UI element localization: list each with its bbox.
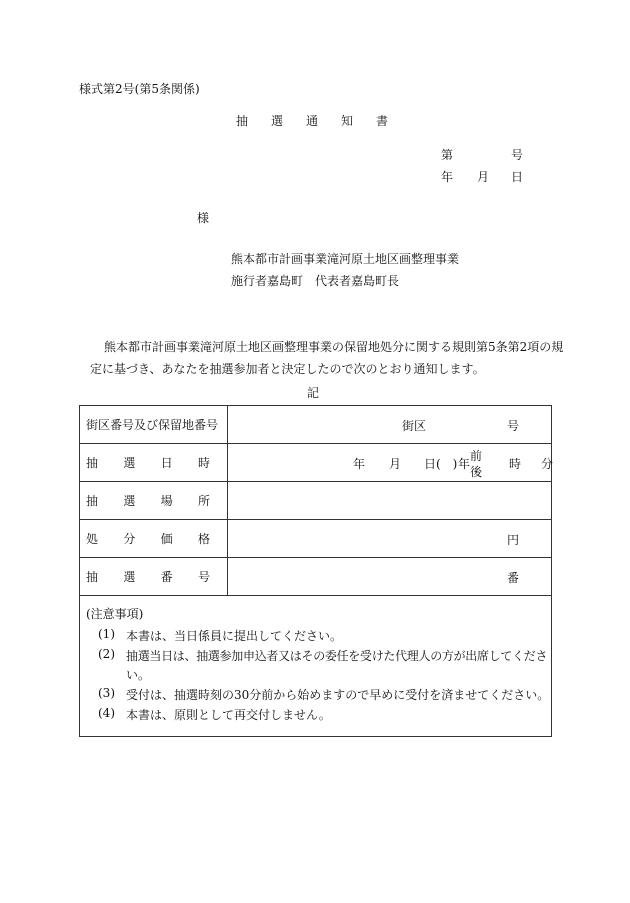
table-row	[80, 482, 552, 520]
note-number: (1)	[98, 627, 115, 641]
date-month: 月	[477, 170, 490, 184]
label-char: 格	[197, 532, 210, 546]
notes-box	[79, 595, 552, 737]
dt-month: 月	[389, 457, 402, 471]
title-char: 抽	[236, 114, 249, 128]
doc-number-prefix: 第	[441, 148, 454, 162]
label-char: 号	[197, 570, 210, 584]
issuer-project: 熊本都市計画事業滝河原土地区画整理事業	[231, 252, 460, 266]
note-text: 本書は、原則として再交付しません。	[126, 708, 331, 722]
dt-nen2: 年	[458, 457, 471, 471]
block-number-label: 号	[507, 419, 520, 433]
title-char: 選	[270, 114, 283, 128]
row-label-lot-number	[80, 558, 228, 596]
date-day: 日	[511, 170, 524, 184]
label-char: 時	[197, 456, 210, 470]
datetime-value	[228, 444, 552, 482]
form-reference: 様式第2号(第5条関係)	[79, 82, 200, 96]
label-char: 分	[123, 532, 136, 546]
note-text: 本書は、当日係員に提出してください。	[126, 629, 343, 643]
doc-number-suffix: 号	[511, 148, 524, 162]
row-label-price	[80, 520, 228, 558]
title-char: 通	[305, 114, 318, 128]
note-number: (3)	[98, 686, 115, 700]
document-title	[236, 112, 388, 129]
price-value	[228, 520, 552, 558]
note-text: 抽選当日は、抽選参加申込者又はその委任を受けた代理人の方が出席してくださ	[126, 649, 548, 663]
dt-minute: 分	[541, 457, 554, 471]
note-number: (4)	[98, 706, 115, 720]
label-char: 番	[160, 570, 173, 584]
addressee-suffix: 様	[197, 211, 210, 225]
label-char: 価	[160, 532, 173, 546]
dt-day: 日( )	[424, 457, 458, 471]
place-value	[228, 482, 552, 520]
price-unit: 円	[507, 533, 520, 547]
label-char: 所	[197, 494, 210, 508]
notes-heading: (注意事項)	[86, 607, 144, 621]
note-text-continued: い。	[126, 668, 151, 682]
dt-hour: 時	[509, 457, 522, 471]
dt-pm: 後	[470, 465, 483, 479]
label-char: 選	[123, 494, 136, 508]
label-char: 処	[86, 532, 99, 546]
block-lot-value	[228, 406, 552, 444]
dt-year: 年	[353, 457, 366, 471]
label-char: 抽	[86, 494, 99, 508]
issuer-operator: 施行者嘉島町 代表者嘉島町長	[231, 274, 400, 288]
table-row	[80, 558, 552, 596]
lot-unit: 番	[507, 571, 520, 585]
label-char: 選	[123, 456, 136, 470]
table-row	[80, 444, 552, 482]
label-char: 日	[160, 456, 173, 470]
body-line-2: 定に基づき、あなたを抽選参加者と決定したので次のとおり通知します。	[90, 362, 485, 376]
row-label-block-lot: 街区番号及び保留地番号	[80, 406, 228, 444]
ki-label: 記	[307, 386, 320, 400]
label-char: 選	[123, 570, 136, 584]
row-label-place	[80, 482, 228, 520]
lot-number-value	[228, 558, 552, 596]
body-line-1: 熊本都市計画事業滝河原土地区画整理事業の保留地処分に関する規則第5条第2項の規	[104, 340, 564, 354]
note-number: (2)	[98, 647, 115, 661]
label-char: 抽	[86, 570, 99, 584]
title-char: 書	[375, 114, 388, 128]
row-label-datetime	[80, 444, 228, 482]
title-char: 知	[340, 114, 353, 128]
label-char: 抽	[86, 456, 99, 470]
table-row	[80, 406, 552, 444]
date-year: 年	[441, 170, 454, 184]
table-row	[80, 520, 552, 558]
label-char: 場	[160, 494, 173, 508]
lottery-details-table	[79, 405, 552, 596]
note-text: 受付は、抽選時刻の30分前から始めますので早めに受付を済ませてください。	[126, 688, 550, 702]
block-district-label: 街区	[402, 419, 427, 433]
dt-am: 前	[470, 449, 483, 463]
